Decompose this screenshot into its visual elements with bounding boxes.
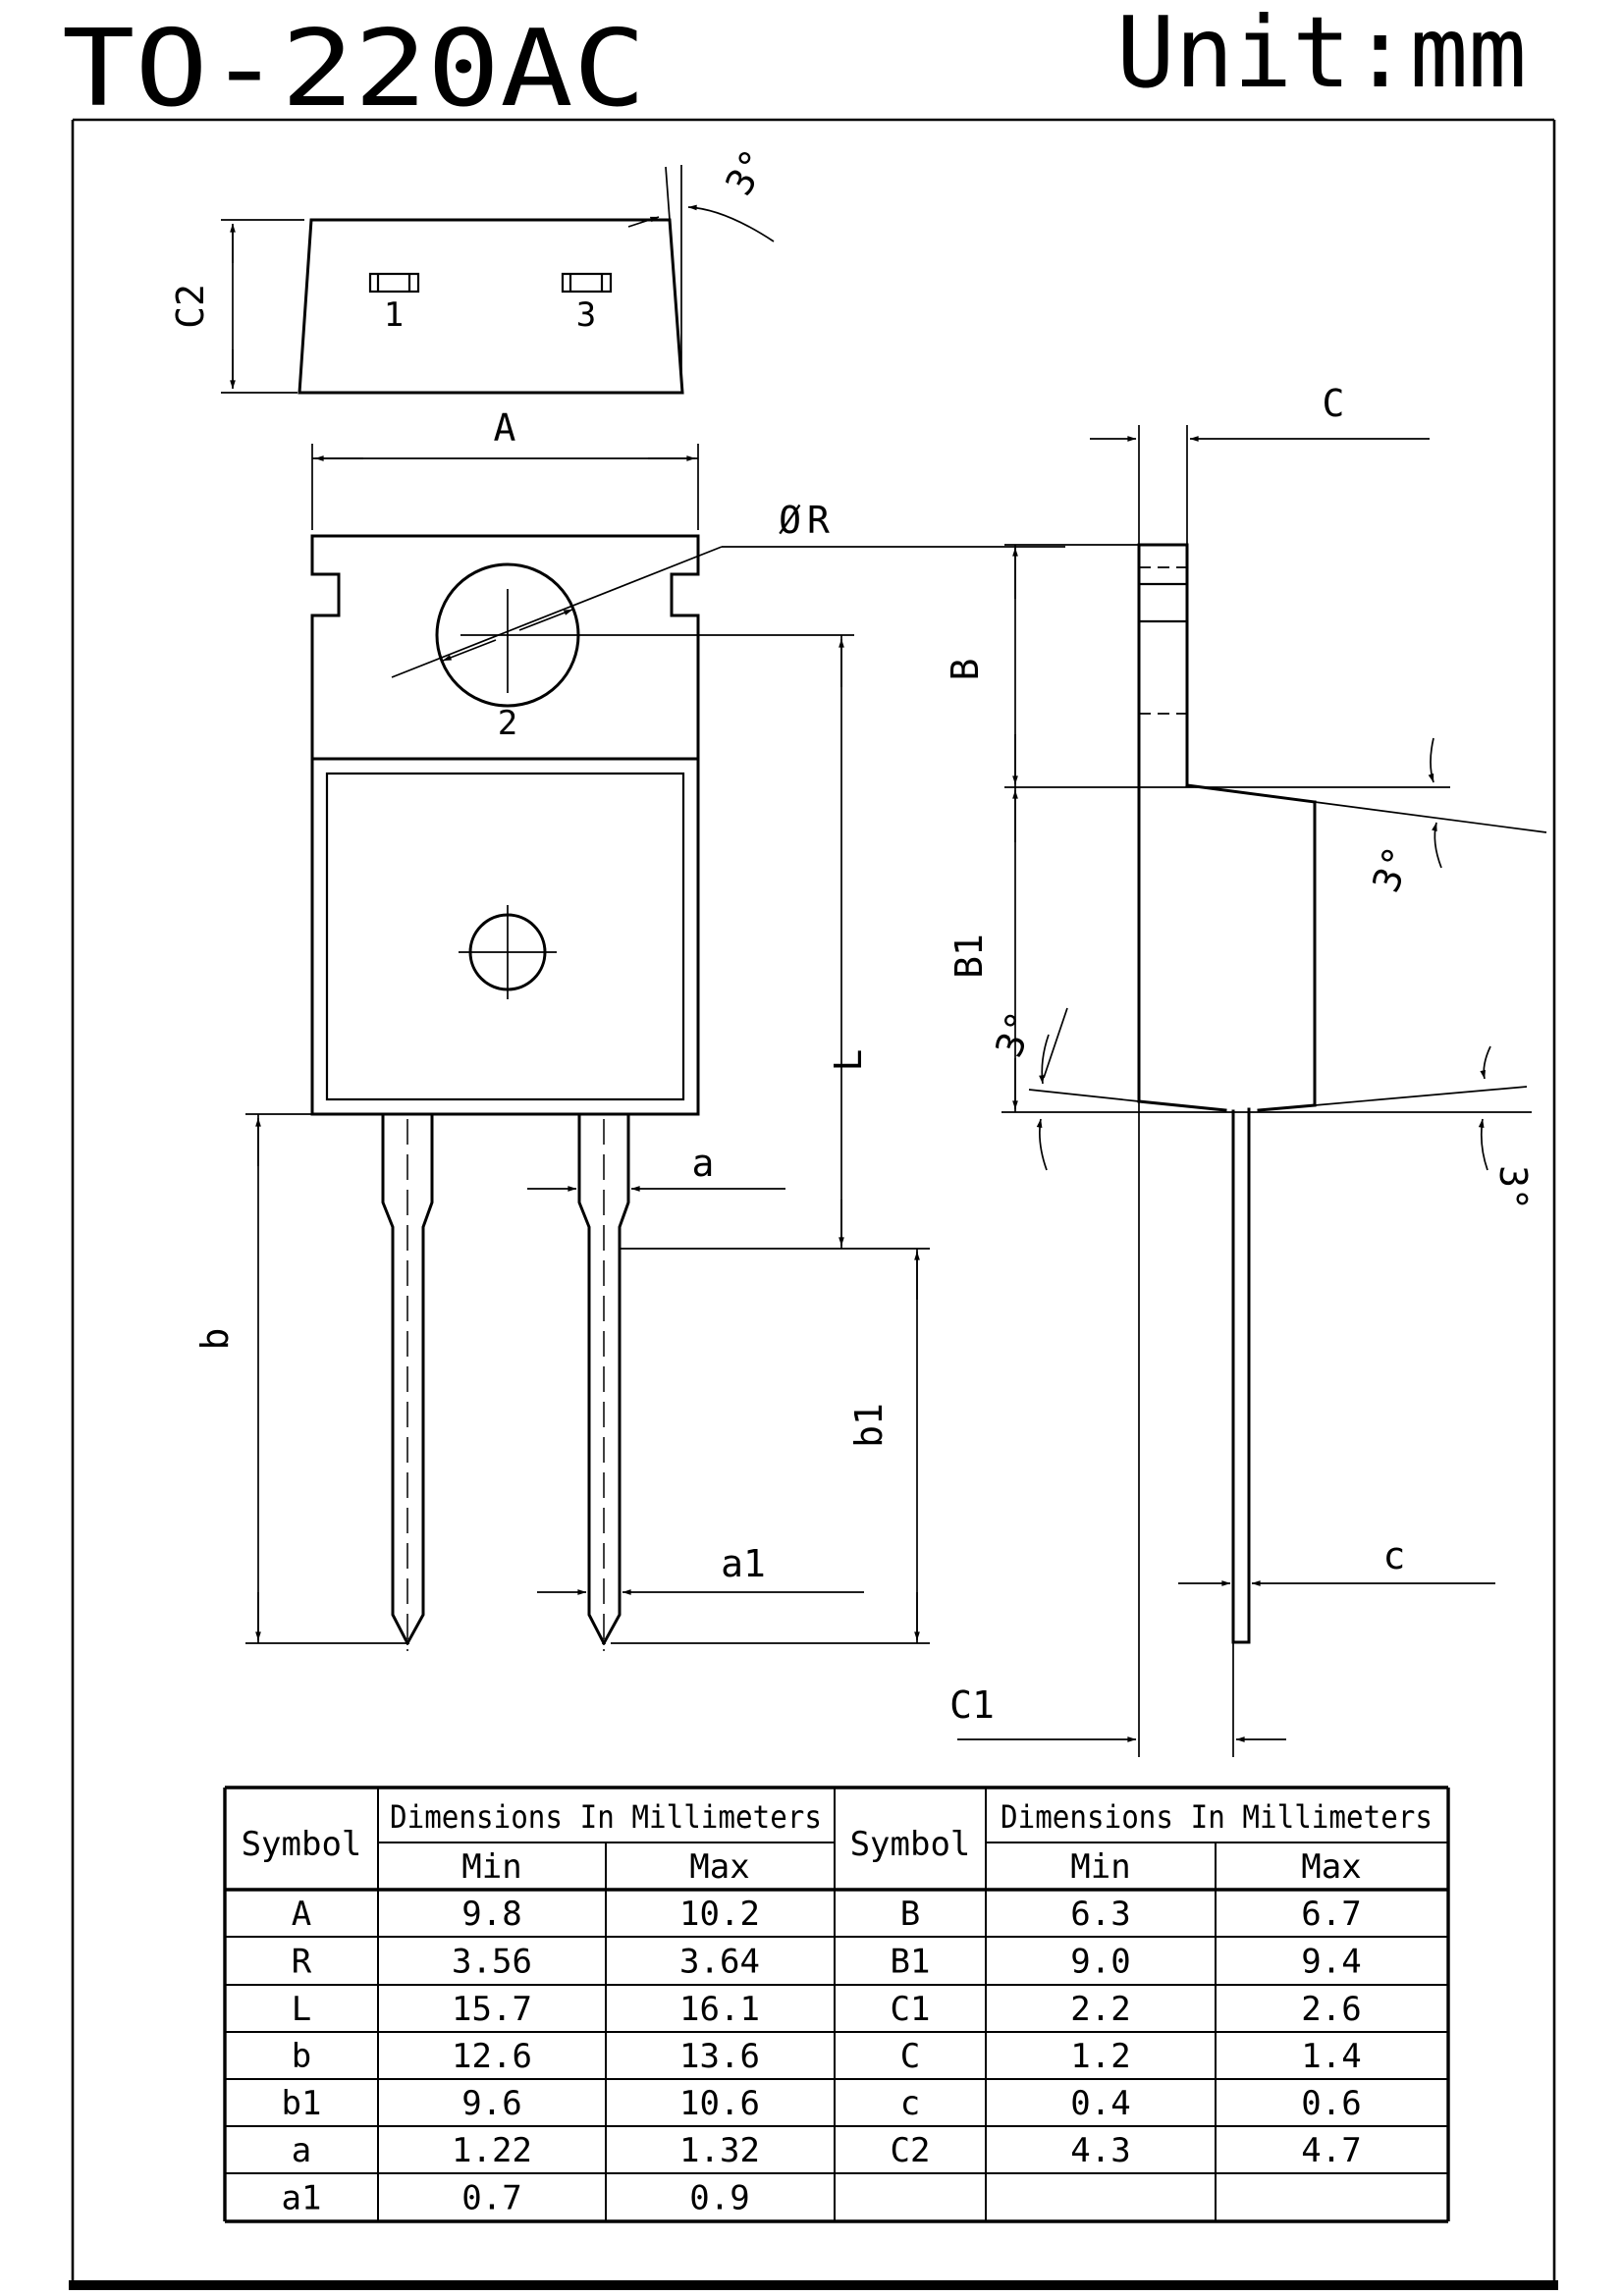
- pin3-slot: [563, 274, 611, 292]
- dim-b1-cap-label: B1: [947, 934, 991, 979]
- table-cell: L: [291, 1990, 312, 2029]
- table-cell: 13.6: [679, 2037, 760, 2076]
- dim-c-upper-label: C: [1322, 382, 1345, 425]
- table-cell: 16.1: [679, 1990, 760, 2029]
- table-cell: 1.2: [1070, 2037, 1131, 2076]
- table-cell: 6.3: [1070, 1895, 1131, 1934]
- table-cell: 1.32: [679, 2131, 760, 2170]
- dim-lead-a1-label: a1: [721, 1542, 766, 1585]
- top-angle-label: 3°: [717, 141, 778, 203]
- side-angle-top-right: [1431, 738, 1441, 868]
- table-cell: 0.7: [461, 2178, 522, 2218]
- dim-b-cap-label: B: [944, 658, 987, 681]
- table-cell: c: [899, 2084, 921, 2123]
- front-view: [193, 406, 1065, 1651]
- lead-left: [383, 1114, 432, 1651]
- table-cell: b: [291, 2037, 312, 2076]
- dim-b-label: b: [193, 1327, 237, 1351]
- front-body-outline: [312, 759, 698, 1114]
- pin1-label: 1: [383, 295, 405, 335]
- front-body-inner: [327, 774, 683, 1099]
- top-view-body: [299, 220, 682, 393]
- side-angle-bottom-right: [1482, 1046, 1490, 1170]
- table-cell: 9.8: [461, 1895, 522, 1934]
- table-header-min-right: Min: [1070, 1847, 1131, 1887]
- table-cell: 9.4: [1301, 1942, 1362, 1982]
- lead-right: [579, 1114, 628, 1651]
- table-cell: 9.0: [1070, 1942, 1131, 1982]
- table-cell: 15.7: [452, 1990, 532, 2029]
- table-cell: 2.6: [1301, 1990, 1362, 2029]
- table-cell: A: [291, 1895, 312, 1934]
- table-cell: 10.2: [679, 1895, 760, 1934]
- table-cell: 10.6: [679, 2084, 760, 2123]
- top-view: [169, 142, 777, 393]
- table-cells: [282, 1895, 1362, 2218]
- dim-l-label: L: [827, 1048, 870, 1072]
- table-cell: B: [899, 1895, 921, 1934]
- dim-c2-label: C2: [169, 284, 212, 329]
- pin1-slot: [370, 274, 418, 292]
- table-header-max-left: Max: [689, 1847, 750, 1887]
- table-header-dims-right: Dimensions In Millimeters: [1001, 1798, 1433, 1836]
- side-angle-left-label: 3°: [987, 1005, 1044, 1063]
- side-angle-right-label: 3°: [1491, 1165, 1535, 1210]
- side-view: [944, 382, 1546, 1757]
- table-cell: B1: [890, 1942, 931, 1982]
- table-header-symbol-left: Symbol: [241, 1825, 362, 1864]
- table-header-dims-left: Dimensions In Millimeters: [390, 1798, 822, 1836]
- side-angle-top-label: 3°: [1364, 840, 1421, 898]
- table-header-max-right: Max: [1301, 1847, 1362, 1887]
- table-cell: 6.7: [1301, 1895, 1362, 1934]
- table-cell: 4.3: [1070, 2131, 1131, 2170]
- dim-c1-label: C1: [949, 1683, 995, 1727]
- table-cell: 0.4: [1070, 2084, 1131, 2123]
- table-cell: C2: [890, 2131, 931, 2170]
- table-cell: 0.6: [1301, 2084, 1362, 2123]
- dim-b1-label: b1: [847, 1403, 891, 1448]
- table-cell: a: [291, 2131, 312, 2170]
- side-angle-bottom-left: [1040, 1008, 1067, 1170]
- table-cell: 3.64: [679, 1942, 760, 1982]
- table-cell: 3.56: [452, 1942, 532, 1982]
- table-cell: 12.6: [452, 2037, 532, 2076]
- table-cell: a1: [281, 2178, 322, 2218]
- table-header-min-left: Min: [461, 1847, 522, 1887]
- dim-c2: [221, 220, 304, 393]
- table-cell: C1: [890, 1990, 931, 2029]
- table-cell: R: [291, 1942, 312, 1982]
- dim-a-label: A: [493, 406, 516, 450]
- table-cell: 1.22: [452, 2131, 532, 2170]
- page-title: TO-220AC: [62, 8, 646, 131]
- dim-a: [312, 444, 698, 530]
- side-lead: [1233, 1109, 1249, 1757]
- pin3-label: 3: [575, 295, 597, 335]
- dim-diameter-label: ØR: [779, 499, 836, 542]
- unit-label: Unit:mm: [1116, 0, 1527, 110]
- table-cell: b1: [281, 2084, 322, 2123]
- pin2-label: 2: [497, 704, 518, 743]
- table-header-symbol-right: Symbol: [849, 1825, 971, 1864]
- dim-lead-a-label: a: [691, 1142, 715, 1185]
- table-cell: 4.7: [1301, 2131, 1362, 2170]
- table-cell: 2.2: [1070, 1990, 1131, 2029]
- table-cell: C: [899, 2037, 921, 2076]
- body-center-mark: [459, 905, 557, 999]
- dimensions-table: [225, 1788, 1448, 2221]
- table-cell: 9.6: [461, 2084, 522, 2123]
- dim-c-lower-label: c: [1382, 1534, 1406, 1577]
- table-cell: 0.9: [689, 2178, 750, 2218]
- table-cell: 1.4: [1301, 2037, 1362, 2076]
